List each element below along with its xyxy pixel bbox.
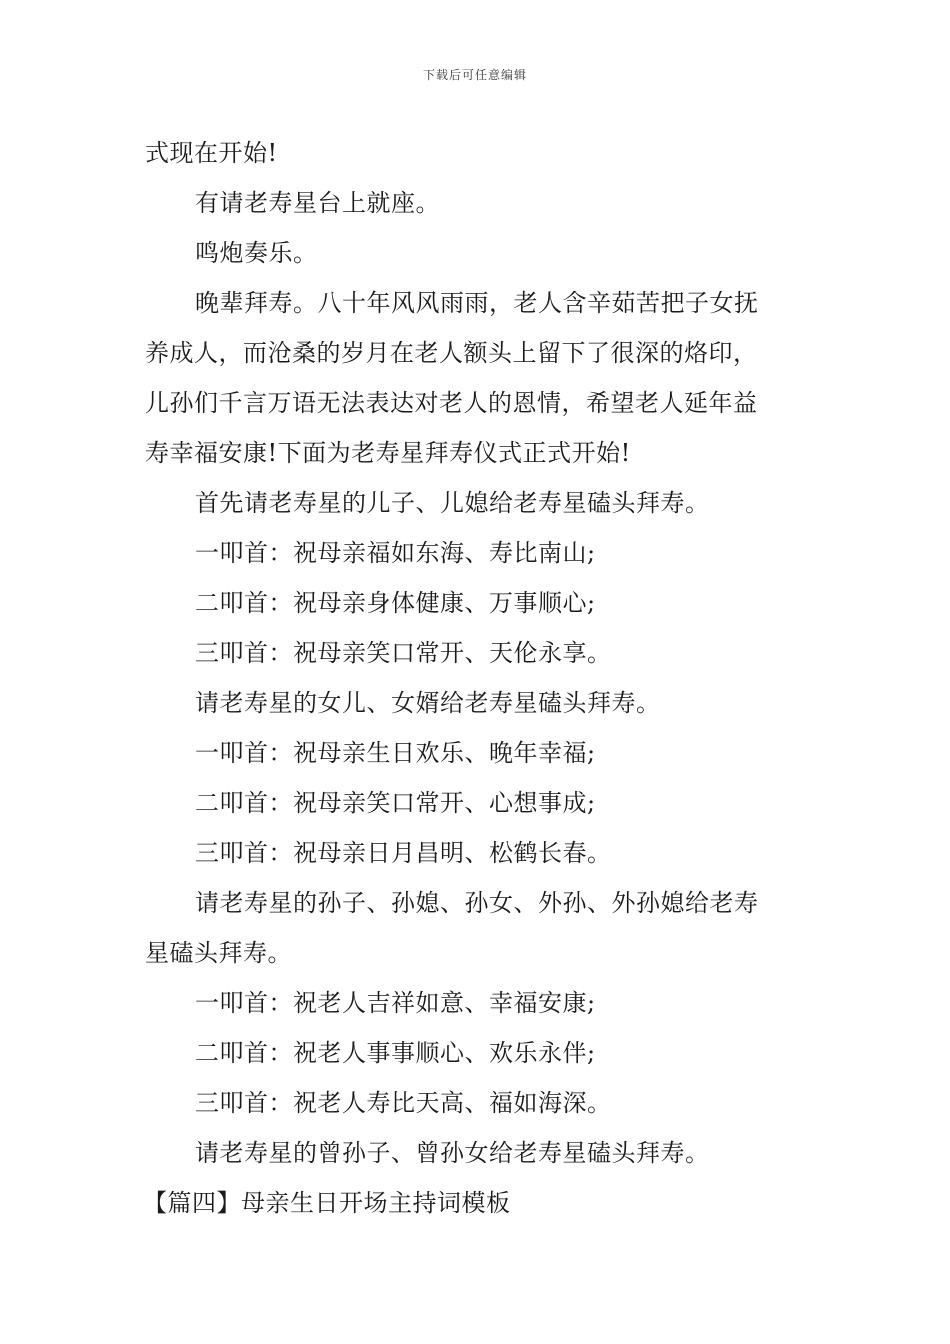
- section-heading: 【篇四】母亲生日开场主持词模板: [143, 1189, 511, 1217]
- text-line: 二叩首：祝母亲笑口常开、心想事成;: [195, 789, 596, 817]
- text-line: 式现在开始!: [145, 139, 278, 167]
- text-line: 一叩首：祝母亲福如东海、寿比南山;: [195, 539, 596, 567]
- text-line: 三叩首：祝母亲笑口常开、天伦永享。: [195, 639, 612, 667]
- text-line: 请老寿星的孙子、孙媳、孙女、外孙、外孙媳给老寿: [195, 889, 759, 917]
- text-line: 儿孙们千言万语无法表达对老人的恩情，希望老人延年益: [145, 389, 758, 417]
- text-line: 一叩首：祝母亲生日欢乐、晚年幸福;: [195, 739, 596, 767]
- text-line: 养成人，而沧桑的岁月在老人额头上留下了很深的烙印，: [145, 339, 758, 367]
- text-line: 鸣炮奏乐。: [195, 239, 318, 267]
- text-line: 请老寿星的曾孙子、曾孙女给老寿星磕头拜寿。: [195, 1139, 710, 1167]
- text-line: 星磕头拜寿。: [145, 939, 292, 967]
- text-line: 寿幸福安康!下面为老寿星拜寿仪式正式开始!: [145, 439, 631, 467]
- page-header: 下载后可任意编辑: [422, 68, 527, 82]
- text-line: 请老寿星的女儿、女婿给老寿星磕头拜寿。: [195, 689, 661, 717]
- text-line: 三叩首：祝母亲日月昌明、松鹤长春。: [195, 839, 612, 867]
- text-line: 二叩首：祝母亲身体健康、万事顺心;: [195, 589, 596, 617]
- document-body: [145, 128, 810, 1228]
- text-line: 有请老寿星台上就座。: [195, 189, 440, 217]
- text-line: 二叩首：祝老人事事顺心、欢乐永伴;: [195, 1039, 596, 1067]
- text-line: 首先请老寿星的儿子、儿媳给老寿星磕头拜寿。: [195, 489, 710, 517]
- text-line: 三叩首：祝老人寿比天高、福如海深。: [195, 1089, 612, 1117]
- text-line: 晚辈拜寿。八十年风风雨雨，老人含辛茹苦把子女抚: [195, 289, 759, 317]
- text-line: 一叩首：祝老人吉祥如意、幸福安康;: [195, 989, 596, 1017]
